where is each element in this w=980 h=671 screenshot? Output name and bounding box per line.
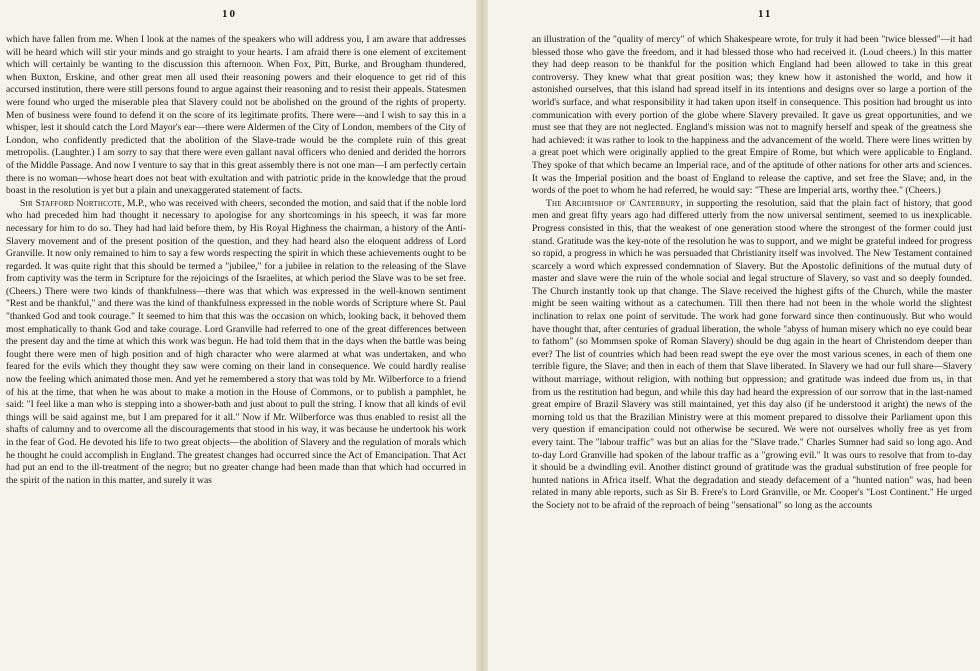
paragraph <box>532 198 972 513</box>
right-page <box>488 0 980 671</box>
paragraph: which have fallen from me. When I look at the names of the speakers who will address you, I am aware that addresses will be heard which will stir your minds and go straight to your hearts. I am afraid there is one element of excitement which will certainly be wanting to the discussion this afternoon. When Fox, Pitt, Burke, and Brougham thundered, when Buxton, Erskine, and other great men all used their reasoning powers and their eloquence to get rid of this accursed institution, there were still persons found to argue against their reasoning and to resist their appeals. Statesmen were found who urged the miserable plea that Slavery could not be abolished on the ground of the rights of property. Men of business were found to defend it on the score of its legitimate profits. There were—and I wish to say this in a whisper, lest it should catch the Lord Mayor's ear—there were Aldermen of the City of London, members of the City of London, who confidently predicted that the abolition of the Slave-trade would be the complete ruin of this great metropolis. (Laughter.) I am sorry to say that there were even gallant naval officers who denied and derided the horrors of the Middle Passage. And now I venture to say that in this great assembly there is not one man—I am perfectly certain there is no woman—whose heart does not beat with exultation and with patriotic pride in the knowledge that the proud boast in the resolution is yet but a plain and unexaggerated statement of facts. <box>6 34 466 197</box>
speaker-name: Sir Stafford Northcote <box>20 197 123 209</box>
paragraph <box>6 198 466 488</box>
page-gutter <box>476 0 488 671</box>
left-column <box>6 34 466 487</box>
paragraph-text: , in supporting the resolution, said that the plain fact of history, that good men and great fifty years ago had differed utterly from the now universal sentiment, seemed to us inexplicable. Progress consisted in this, that the weakest of one generation stood where the strongest of the former could just stand. Gratitude was the key-note of the resolution he was to support, and we might be grateful indeed for progress so rapid, a progress in which he was persuaded that Christianity itself was involved. The New Testament contained scarcely a word which expressed condemnation of Slavery. But the Apostolic definitions of the mutual duty of master and slave were the ruin of the whole social and legal structure of Slavery, so vast and so deeply founded. The Church instantly took up that change. The Slave received the highest gifts of the Church, while the master might be seen waiting without as a catechumen. Till then there had not been in the whole world the slightest inclination to relax one point of servitude. The work had gone forward since then continuously. But who would have thought that, after centuries of gradual liberation, the whole "abyss of human misery which no eye could bear to fathom" (so Mommsen spoke of Roman Slavery) should be dug again in the heart of Christendom deeper than ever? The list of countries which had been read swept the eye over the most various scenes, in each of them one terrible figure, the Slave; and then in each of them that Slave liberated. In Slavery we had our full share—Slavery without marriage, without religion, with nothing but oppression; and gratitude was indeed due from us, in that from us the restitution had begun, and while this day had heard the expression of our sorrow that in the last-named great empire of Brazil Slavery was still maintained, yet this day also (if he understood it aright) the news of the morning told us that the Brazilian Ministry were at this moment prepared to dissolve their Parliament upon this very question if emancipation could not otherwise be secured. We were not ourselves wholly free as yet from every taint. The "labour traffic" was but an alias for the "Slave trade." Charles Sumner had said so long ago. And to-day Lord Granville had spoken of the labour traffic as a "growing evil." It was ours to resolve that from to-day it should be a dwindling evil. Another distinct ground of gratitude was the gradual substitution of free people for hunted nations in Africa itself. What the degradation and steady defacement of a "hunted nation" was, had been related in many able reports, such as Sir B. Frere's to Lord Granville, or Mr. Cooper's "Lost Continent." He urged the Society not to be afraid of the reproach of being "sensational" so long as the accounts <box>532 197 972 511</box>
page-number: 10 <box>222 8 237 20</box>
speaker-name: The Archbishop of Canterbury <box>546 197 681 209</box>
right-column <box>532 34 972 513</box>
paragraph: an illustration of the "quality of mercy" of which Shakespeare wrote, for truly it had been "twice blessed"—it had blessed those who gave the freedom, and it had blessed those who had received it. (Loud cheers.) In this matter they had deep reason to be thankful for the position which England had been allowed to take in this great controversy. They knew what that great position was; they knew how it astonished the world, and how it astonished ourselves, that this island had spread itself in its intentions and designs over so large a portion of the world's surface, and what responsibility it had taken upon itself in consequence. This position had brought us into communication with every portion of the globe where Slavery prevailed. It gave us great opportunities, and we must see that they are not neglected. England's mission was not to magnify herself and speak of the greatness she had achieved: it was rather to look to the happiness and the advancement of the world. There were lines written by a great poet which were originally applied to the great Empire of Rome, but which were applicable to England. They spoke of that which became an Imperial race, and of the aptitude of other nations for other arts and sciences. It was the Imperial position and the boast of England to release the captive, and set free the Slave; and, in the words of the poet to whom he had referred, he would say: "These are Imperial arts, worthy thee." (Cheers.) <box>532 34 972 197</box>
left-page <box>0 0 476 671</box>
paragraph-text: , M.P., who was received with cheers, seconded the motion, and said that if the noble lord who had preceded him had thought it necessary to apologise for any shortcomings in his speech, it was far more necessary for him to do so. They had had laid before them, by His Royal Highness the chairman, a history of the Anti-Slavery movement and of the present position of the question, and they had heard also the eloquent address of Lord Granville. It now only remained to him to say a few words respecting the spirit in which these achievements ought to be regarded. It was quite right that this should be termed a "jubilee," for a jubilee in relation to the releasing of the Slave from captivity was the term in Scripture for the rejoicings of the Israelites, at which period the Slave was to be set free. (Cheers.) There were two kinds of thankfulness—there was that which was expressed in the well-known sentiment "Rest and be thankful," and there was the kind of thankfulness expressed in the noble words of Scripture where St. Paul "thanked God and took courage." It seemed to him that this was the occasion on which, looking back, it behoved them most emphatically to thank God and take courage. Lord Granville had referred to one of the great differences between the present day and the time at which this work was begun. He had told them that in the days when the battle was being fought there were men of high position and of high character who were alarmed at what was undertaken, and who feared for the evils which they thought they saw were coming on their land in consequence. We could hardly realise now the feeling which animated those men. And yet he remembered a story that was told by Mr. Wilberforce to a friend of his at the time, that when he was about to make a motion in the House of Commons, or to publish a pamphlet, he said: "I feel like a man who is stepping into a shower-bath and just about to pull the string. I know that all kinds of evil things will be said against me, but I am prepared for it all." Now if Mr. Wilberforce was thus enabled to resist all the shafts of calumny and to overcome all the discouragements that stood in his way, it was because he undertook his work in the fear of God. He devoted his life to two great objects—the abolition of Slavery and the regulation of morals which he thought he could accomplish in England. The greatest changes had occurred since the Act of Emancipation. That Act had put an end to the ill-treatment of the negro; but no greater change had been made than that which had occurred in the spirit of the nation in this matter, and surely it was <box>6 197 467 486</box>
page-number: 11 <box>758 8 773 20</box>
